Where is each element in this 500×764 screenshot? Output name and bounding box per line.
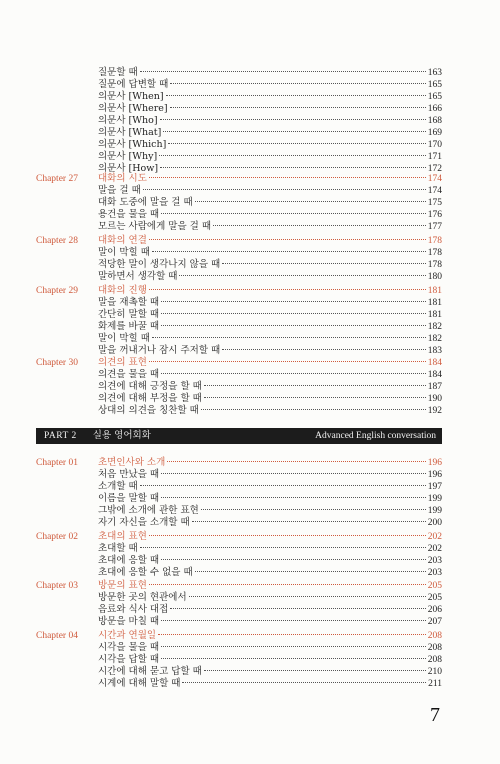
entry-page-number: 172 (427, 164, 442, 174)
dot-leader (160, 167, 426, 168)
dot-leader (143, 189, 426, 190)
toc-entry-row (36, 259, 442, 271)
toc-line (98, 678, 442, 690)
toc-entry-row (36, 616, 442, 628)
chapter-page-number: 174 (427, 174, 442, 184)
entry-title: 소개할 때 (98, 481, 138, 492)
entry-title: 상대의 의견을 칭찬할 때 (98, 405, 199, 416)
entry-title: 말이 막힐 때 (98, 333, 150, 344)
entry-title: 그밖에 소개에 관한 표현 (98, 505, 199, 516)
dot-leader (166, 95, 426, 96)
toc-line (98, 221, 442, 233)
toc-line (98, 567, 442, 579)
dot-leader (201, 509, 426, 510)
toc-entry-row (36, 592, 442, 604)
dot-leader (161, 497, 426, 498)
toc-entry-row (36, 405, 442, 417)
toc-line (98, 493, 442, 505)
dot-leader (161, 373, 426, 374)
entry-title: 적당한 말이 생각나지 않을 때 (98, 259, 221, 270)
entry-page-number: 202 (427, 544, 442, 554)
toc-line (98, 103, 442, 115)
dot-leader (204, 670, 426, 671)
chapter-label: Chapter 02 (36, 532, 78, 542)
chapter-title: 대화의 연결 (98, 235, 147, 246)
toc-section (36, 457, 442, 529)
toc-entry-row (36, 678, 442, 690)
entry-page-number: 196 (427, 470, 442, 480)
entry-page-number: 180 (427, 272, 442, 282)
dot-leader (204, 385, 426, 386)
entry-title: 시간에 대해 묻고 답할 때 (98, 666, 202, 677)
toc-line (98, 405, 442, 417)
toc-line (98, 604, 442, 616)
dot-leader (161, 620, 426, 621)
chapter-label: Chapter 30 (36, 358, 78, 368)
toc-line (98, 285, 442, 297)
chapter-title: 초대의 표현 (98, 531, 147, 542)
entry-page-number: 165 (427, 92, 442, 102)
dot-leader (161, 473, 426, 474)
toc-line (98, 666, 442, 678)
dot-leader (149, 361, 426, 362)
entry-title: 의문사 [How] (98, 163, 159, 174)
dot-leader (163, 131, 425, 132)
toc-line (98, 381, 442, 393)
part-title-english: Advanced English conversation (315, 431, 436, 441)
entry-title: 방문한 곳의 현관에서 (98, 592, 187, 603)
toc-line (98, 67, 442, 79)
dot-leader (149, 177, 426, 178)
entry-title: 방문을 마칠 때 (98, 616, 160, 627)
chapter-title: 대화의 시도 (98, 173, 147, 184)
entry-title: 말이 막힐 때 (98, 247, 150, 258)
toc-entry-row (36, 221, 442, 233)
toc-entry-row (36, 139, 442, 151)
entry-page-number: 197 (427, 482, 442, 492)
part-number: PART 2 (44, 431, 77, 441)
entry-title: 대화 도중에 말을 걸 때 (98, 197, 193, 208)
dot-leader (149, 535, 426, 536)
dot-leader (140, 71, 426, 72)
chapter-label: Chapter 01 (36, 458, 78, 468)
toc-entry-row (36, 247, 442, 259)
dot-leader (170, 608, 425, 609)
toc-entry-row (36, 271, 442, 283)
entry-title: 질문에 답변할 때 (98, 79, 169, 90)
entry-page-number: 182 (427, 334, 442, 344)
chapter-title: 시간과 연월일 (98, 630, 157, 641)
dot-leader (192, 521, 426, 522)
toc-line (98, 309, 442, 321)
entry-title: 의문사 [Where] (98, 103, 168, 114)
toc-entry-row (36, 654, 442, 666)
toc-entry-row (36, 333, 442, 345)
entry-page-number: 181 (427, 298, 442, 308)
chapter-label: Chapter 03 (36, 581, 78, 591)
entry-title: 의문사 [What] (98, 127, 162, 138)
entry-page-number: 211 (428, 679, 442, 689)
toc-entry-row (36, 197, 442, 209)
dot-leader (195, 201, 426, 202)
chapter-label: Chapter 04 (36, 631, 78, 641)
dot-leader (161, 658, 426, 659)
toc-entry-row (36, 505, 442, 517)
chapter-page-number: 202 (427, 532, 442, 542)
chapter-heading-row (36, 285, 442, 297)
toc-line (98, 616, 442, 628)
entry-title: 의문사 [Who] (98, 115, 158, 126)
chapter-page-number: 196 (427, 458, 442, 468)
toc-line (98, 457, 442, 469)
entry-page-number: 206 (427, 605, 442, 615)
toc-line (98, 79, 442, 91)
entry-title: 자기 자신을 소개할 때 (98, 517, 190, 528)
dot-leader (158, 634, 426, 635)
toc-entry-row (36, 209, 442, 221)
chapter-page-number: 178 (427, 236, 442, 246)
chapter-title: 대화의 진행 (98, 285, 147, 296)
toc-section (36, 630, 442, 690)
entry-page-number: 171 (427, 152, 442, 162)
toc-section (36, 173, 442, 233)
entry-title: 초대에 응할 때 (98, 555, 160, 566)
toc-line (98, 321, 442, 333)
entry-page-number: 182 (427, 322, 442, 332)
toc-line (98, 247, 442, 259)
toc-section (36, 67, 442, 175)
dot-leader (179, 275, 425, 276)
toc-entry-row (36, 185, 442, 197)
chapter-heading-row (36, 630, 442, 642)
entry-page-number: 199 (427, 494, 442, 504)
entry-page-number: 184 (427, 370, 442, 380)
toc-line (98, 393, 442, 405)
dot-leader (159, 155, 426, 156)
toc-line (98, 543, 442, 555)
toc-entry-row (36, 393, 442, 405)
toc-entry-row (36, 469, 442, 481)
toc-line (98, 517, 442, 529)
entry-page-number: 169 (427, 128, 442, 138)
toc-line (98, 654, 442, 666)
entry-page-number: 203 (427, 556, 442, 566)
entry-title: 초대할 때 (98, 543, 138, 554)
dot-leader (170, 83, 425, 84)
toc-line (98, 580, 442, 592)
toc-entry-row (36, 79, 442, 91)
entry-page-number: 183 (427, 346, 442, 356)
entry-title: 화제를 바꿀 때 (98, 321, 160, 332)
toc-section (36, 285, 442, 357)
chapter-page-number: 181 (427, 286, 442, 296)
part-title-korean: 실용 영어회화 (92, 430, 151, 441)
dot-leader (167, 461, 425, 462)
entry-page-number: 178 (427, 260, 442, 270)
entry-title: 의문사 [Why] (98, 151, 158, 162)
entry-title: 시계에 대해 말할 때 (98, 678, 181, 689)
chapter-page-number: 184 (427, 358, 442, 368)
chapter-label: Chapter 28 (36, 236, 78, 246)
toc-entry-row (36, 493, 442, 505)
dot-leader (149, 239, 426, 240)
chapter-heading-row (36, 357, 442, 369)
entry-page-number: 208 (427, 655, 442, 665)
entry-title: 시각을 물을 때 (98, 642, 160, 653)
toc-line (98, 235, 442, 247)
entry-page-number: 174 (427, 186, 442, 196)
toc-section (36, 235, 442, 283)
toc-entry-row (36, 642, 442, 654)
toc-entry-row (36, 127, 442, 139)
entry-page-number: 210 (427, 667, 442, 677)
entry-page-number: 175 (427, 198, 442, 208)
toc-line (98, 297, 442, 309)
toc-line (98, 592, 442, 604)
dot-leader (170, 107, 426, 108)
toc-entry-row (36, 555, 442, 567)
entry-page-number: 208 (427, 643, 442, 653)
entry-title: 질문할 때 (98, 67, 138, 78)
chapter-label: Chapter 29 (36, 286, 78, 296)
toc-entry-row (36, 666, 442, 678)
entry-page-number: 192 (427, 406, 442, 416)
dot-leader (160, 119, 426, 120)
entry-page-number: 178 (427, 248, 442, 258)
dot-leader (201, 409, 426, 410)
toc-line (98, 151, 442, 163)
toc-line (98, 531, 442, 543)
dot-leader (140, 547, 426, 548)
chapter-page-number: 205 (427, 581, 442, 591)
toc-line (98, 271, 442, 283)
entry-page-number: 176 (427, 210, 442, 220)
chapter-title: 초면인사와 소개 (98, 457, 166, 468)
entry-title: 말을 꺼내거나 잠시 주저할 때 (98, 345, 221, 356)
entry-page-number: 190 (427, 394, 442, 404)
toc-line (98, 642, 442, 654)
part-header-bar (36, 428, 442, 444)
entry-page-number: 181 (427, 310, 442, 320)
dot-leader (161, 559, 426, 560)
entry-title: 말을 재촉할 때 (98, 297, 160, 308)
toc-line (98, 481, 442, 493)
entry-title: 초대에 응할 수 없을 때 (98, 567, 193, 578)
toc-entry-row (36, 604, 442, 616)
entry-title: 의견에 대해 긍정을 할 때 (98, 381, 202, 392)
toc-entry-row (36, 115, 442, 127)
entry-page-number: 207 (427, 617, 442, 627)
toc-line (98, 469, 442, 481)
toc-line (98, 345, 442, 357)
entry-title: 음료와 식사 대접 (98, 604, 169, 615)
entry-page-number: 203 (427, 568, 442, 578)
dot-leader (168, 143, 425, 144)
dot-leader (149, 584, 426, 585)
dot-leader (222, 349, 426, 350)
toc-entry-row (36, 567, 442, 579)
entry-page-number: 165 (427, 80, 442, 90)
dot-leader (161, 313, 426, 314)
dot-leader (149, 289, 426, 290)
entry-title: 이름을 말할 때 (98, 493, 160, 504)
chapter-title: 의견의 표현 (98, 357, 147, 368)
dot-leader (161, 301, 426, 302)
entry-page-number: 205 (427, 593, 442, 603)
entry-title: 의견을 물을 때 (98, 369, 160, 380)
entry-page-number: 168 (427, 116, 442, 126)
dot-leader (182, 682, 426, 683)
entry-title: 용건을 물을 때 (98, 209, 160, 220)
toc-line (98, 173, 442, 185)
toc-line (98, 185, 442, 197)
toc-entry-row (36, 91, 442, 103)
chapter-heading-row (36, 580, 442, 592)
page-number: 7 (430, 704, 440, 726)
entry-page-number: 166 (427, 104, 442, 114)
toc-entry-row (36, 543, 442, 555)
entry-title: 의문사 [When] (98, 91, 164, 102)
toc-line (98, 357, 442, 369)
toc-section (36, 357, 442, 417)
dot-leader (204, 397, 426, 398)
chapter-heading-row (36, 457, 442, 469)
toc-entry-row (36, 297, 442, 309)
toc-line (98, 91, 442, 103)
entry-page-number: 163 (427, 68, 442, 78)
dot-leader (140, 485, 426, 486)
dot-leader (152, 251, 426, 252)
toc-entry-row (36, 481, 442, 493)
chapter-heading-row (36, 531, 442, 543)
toc-line (98, 139, 442, 151)
toc-line (98, 209, 442, 221)
dot-leader (161, 213, 426, 214)
chapter-title: 방문의 표현 (98, 580, 147, 591)
dot-leader (161, 325, 426, 326)
chapter-heading-row (36, 235, 442, 247)
dot-leader (195, 571, 426, 572)
entry-page-number: 177 (427, 222, 442, 232)
entry-title: 시각을 답할 때 (98, 654, 160, 665)
chapter-page-number: 208 (427, 631, 442, 641)
toc-line (98, 259, 442, 271)
toc-section (36, 531, 442, 579)
toc-entry-row (36, 309, 442, 321)
entry-title: 의견에 대해 부정을 할 때 (98, 393, 202, 404)
toc-line (98, 115, 442, 127)
toc-entry-row (36, 369, 442, 381)
toc-line (98, 369, 442, 381)
toc-entry-row (36, 517, 442, 529)
toc-line (98, 630, 442, 642)
entry-page-number: 200 (427, 518, 442, 528)
entry-title: 말을 걸 때 (98, 185, 141, 196)
toc-entry-row (36, 103, 442, 115)
toc-entry-row (36, 151, 442, 163)
toc-entry-row (36, 321, 442, 333)
dot-leader (189, 596, 426, 597)
dot-leader (161, 646, 426, 647)
entry-title: 의문사 [Which] (98, 139, 167, 150)
dot-leader (213, 225, 426, 226)
entry-title: 간단히 말할 때 (98, 309, 160, 320)
toc-line (98, 505, 442, 517)
toc-entry-row (36, 345, 442, 357)
entry-page-number: 199 (427, 506, 442, 516)
entry-page-number: 187 (427, 382, 442, 392)
chapter-label: Chapter 27 (36, 174, 78, 184)
entry-title: 말하면서 생각할 때 (98, 271, 178, 282)
toc-line (98, 197, 442, 209)
toc-entry-row (36, 67, 442, 79)
toc-line (98, 127, 442, 139)
toc-entry-row (36, 381, 442, 393)
dot-leader (222, 263, 426, 264)
entry-page-number: 170 (427, 140, 442, 150)
toc-line (98, 555, 442, 567)
chapter-heading-row (36, 173, 442, 185)
toc-section (36, 580, 442, 628)
entry-title: 모르는 사람에게 말을 걸 때 (98, 221, 212, 232)
dot-leader (152, 337, 426, 338)
toc-line (98, 333, 442, 345)
entry-title: 처음 만났을 때 (98, 469, 160, 480)
